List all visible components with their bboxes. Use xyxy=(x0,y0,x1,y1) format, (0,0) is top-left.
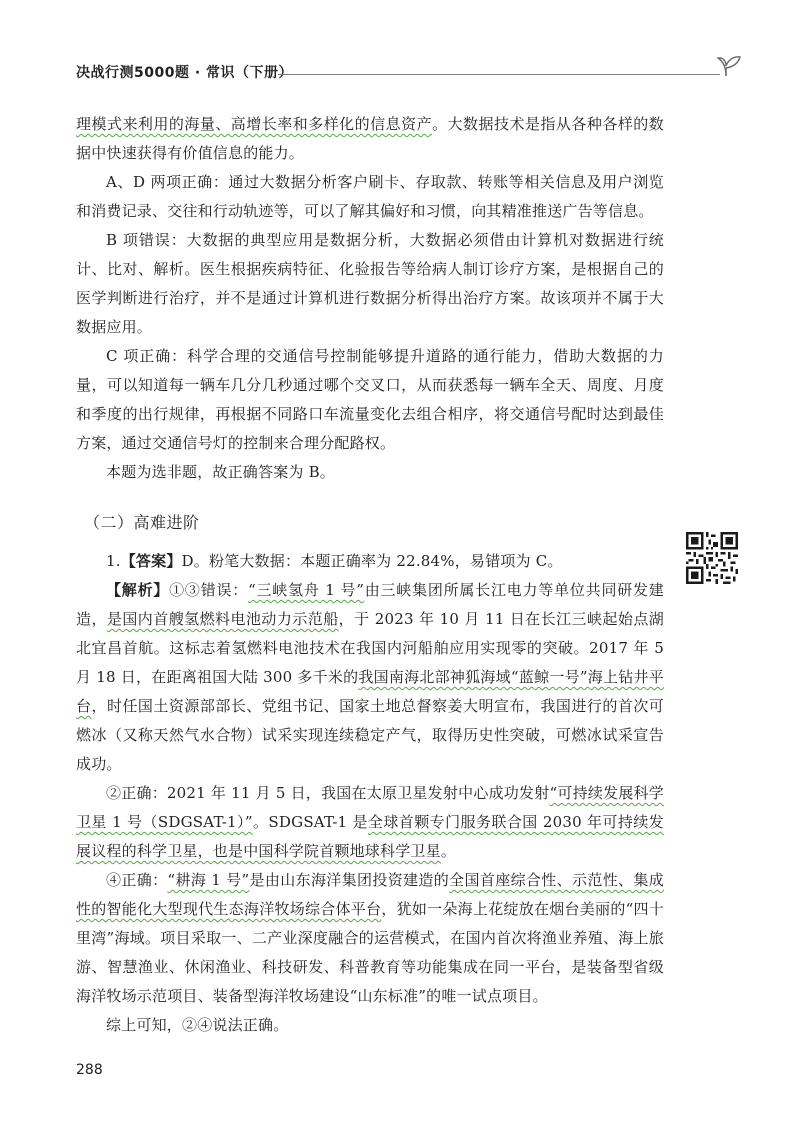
paragraph-ad: A、D 两项正确：通过大数据分析客户刷卡、存取款、转账等相关信息及用户浏览和消费记录、交往和行动轨迹等，可以了解其偏好和习惯，向其精准推送广告等信息。 xyxy=(76,173,664,220)
underlined-phrase: “可持续发展科学卫星 1 号（SDGSAT-1）” xyxy=(76,784,664,831)
underlined-phrase: 全国首座综合性、示范性、集成性的智能化大型现代生态海洋牧场综合体平台 xyxy=(76,871,664,918)
sprout-icon xyxy=(712,48,746,82)
qr-code[interactable] xyxy=(686,532,738,584)
underlined-phrase: 我国南海北部神狐海域“蓝鲸一号”海上钻井平台 xyxy=(76,668,664,715)
underlined-phrase: 是国内首艘氢燃料电池动力示范船 xyxy=(106,610,339,628)
paragraph-conclusion-1: 本题为选非题，故正确答案为 B。 xyxy=(106,463,335,481)
answer-text: D。粉笔大数据：本题正确率为 22.84%，易错项为 C。 xyxy=(181,552,563,570)
paragraph-text: 。大数据技术是指从各种各样的数据中快速获得有价值信息的能力。 xyxy=(76,115,664,162)
analysis-paragraph-3 xyxy=(76,866,664,1011)
analysis-paragraph-2 xyxy=(76,779,664,866)
page-body xyxy=(76,110,664,1040)
analysis-text: ①③错误： xyxy=(169,581,249,599)
header-rule xyxy=(278,74,720,75)
page-number: 288 xyxy=(76,1062,103,1078)
analysis-text: ，时任国土资源部部长、党组书记、国家土地总督察姜大明宣布，我国进行的首次可燃冰（又称天然气水合物）试采实现连续稳定产气，取得历史性突破，可燃冰试采宣告成功。 xyxy=(76,697,664,773)
paragraph-c: C 项正确：科学合理的交通信号控制能够提升道路的通行能力，借助大数据的力量，可以知道每一辆车几分几秒通过哪个交叉口，从而获悉每一辆车全天、周度、月度和季度的出行规律，再根据不同路口车流量变化去组合相序，将交通信号配时达到最佳方案，通过交通信号灯的控制来合理分配路权。 xyxy=(76,347,664,452)
analysis-text: 。SDGSAT-1 是 xyxy=(252,813,368,831)
answer-line xyxy=(76,547,664,576)
underlined-phrase: 全球首颗专门服务联合国 2030 年可持续发展议程的科学卫星，也是中国科学院首颗地球科学卫星 xyxy=(76,813,664,860)
running-header: 决战行测5000题 · 常识（下册） xyxy=(76,65,294,81)
analysis-text: ，犹如一朵海上花绽放在烟台美丽的“四十里湾”海域。项目采取一、二产业深度融合的运营模式，在国内首次将渔业养殖、海上旅游、智慧渔业、休闲渔业、科技研发、科普教育等功能集成在同一平台，是装备型省级海洋牧场示范项目、装备型海洋牧场建设“山东标准”的唯一试点项目。 xyxy=(76,900,664,1005)
analysis-text: ，于 2023 年 10 月 11 日在长江三峡起始点湖北宜昌首航。这标志着氢燃料电池技术在我国内河船舶应用实现零的突破。2017 年 5 月 18 日，在距离祖国大陆 300 多千米的 xyxy=(76,610,664,686)
underlined-phrase: 理模式来利用的海量、高增长率和多样化的信息资产 xyxy=(76,115,433,133)
paragraph-b: B 项错误：大数据的典型应用是数据分析，大数据必须借由计算机对数据进行统计、比对、解析。医生根据疾病特征、化验报告等给病人制订诊疗方案，是根据自己的医学判断进行治疗，并不是通过计算机进行数据分析得出治疗方案。故该项并不属于大数据应用。 xyxy=(76,231,664,336)
paragraph-continuation xyxy=(76,110,664,168)
answer-number: 1. xyxy=(106,552,121,570)
answer-label: 【答案】 xyxy=(120,552,182,570)
analysis-conclusion: 综上可知，②④说法正确。 xyxy=(106,1016,289,1034)
analysis-text: 是由山东海洋集团投资建造的 xyxy=(249,871,450,889)
analysis-text: 。 xyxy=(440,842,457,860)
analysis-text: 由三峡集团所属长江电力等单位共同研发建造， xyxy=(76,581,664,628)
analysis-paragraph-1 xyxy=(76,576,664,779)
underlined-phrase: “耕海 1 号” xyxy=(167,871,250,889)
analysis-text: ②正确：2021 年 11 月 5 日，我国在太原卫星发射中心成功发射 xyxy=(106,784,550,802)
analysis-label: 【解析】 xyxy=(106,581,170,599)
section-heading: （二）高难进阶 xyxy=(84,513,200,532)
underlined-phrase: “三峡氢舟 1 号” xyxy=(248,581,365,599)
analysis-text: ④正确： xyxy=(106,871,168,889)
